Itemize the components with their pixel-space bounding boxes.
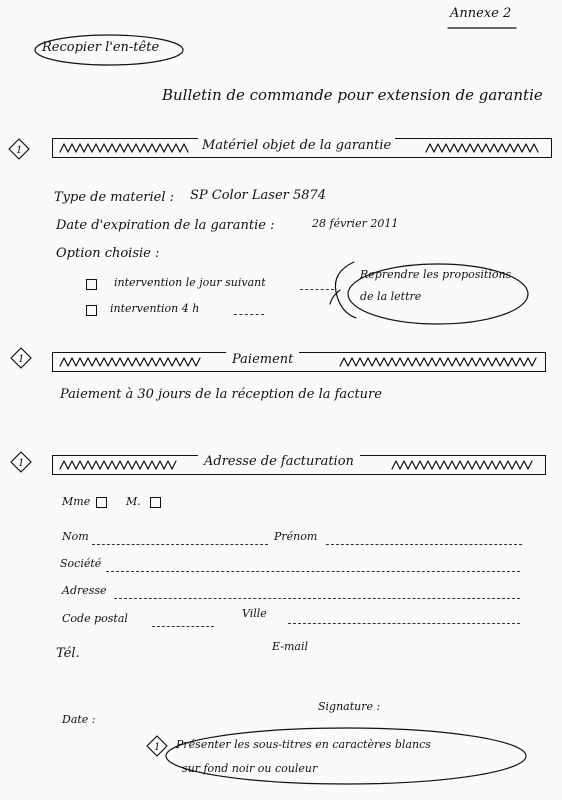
m-label: M.	[126, 495, 141, 508]
adresse-label: Adresse	[62, 584, 107, 597]
date-label: Date :	[62, 713, 96, 726]
societe-label: Société	[60, 557, 102, 570]
options-note-line1: Reprendre les propositions	[360, 268, 512, 281]
page-title: Bulletin de commande pour extension de garantie	[162, 86, 543, 104]
section-title-materiel: Matériel objet de la garantie	[198, 138, 395, 153]
svg-text:1: 1	[154, 742, 161, 753]
svg-text:1: 1	[18, 354, 25, 365]
option-2-label: intervention 4 h	[110, 302, 200, 315]
footer-note-line1: Présenter les sous-titres en caractères blancs	[176, 738, 431, 751]
annex-label: Annexe 2	[450, 6, 512, 21]
paiement-text: Paiement à 30 jours de la réception de la facture	[60, 387, 382, 402]
email-label: E-mail	[272, 640, 308, 653]
type-value: SP Color Laser 5874	[190, 188, 327, 203]
expiry-value: 28 février 2011	[312, 217, 399, 230]
section-title-adresse: Adresse de facturation	[198, 454, 360, 469]
options-note-line2: de la lettre	[360, 290, 422, 303]
type-label: Type de materiel :	[54, 190, 175, 205]
nom-label: Nom	[62, 530, 89, 543]
prenom-label: Prénom	[274, 530, 318, 543]
svg-text:1: 1	[16, 145, 23, 156]
signature-label: Signature :	[318, 700, 381, 713]
section-badge	[144, 734, 170, 758]
header-note: Recopier l'en-tête	[42, 40, 160, 55]
option-label: Option choisie :	[56, 246, 160, 261]
mme-label: Mme	[62, 495, 91, 508]
code-postal-label: Code postal	[62, 612, 128, 625]
tel-label: Tél.	[56, 646, 80, 661]
svg-text:1: 1	[18, 458, 25, 469]
section-title-paiement: Paiement	[226, 352, 299, 367]
option-1-label: intervention le jour suivant	[114, 276, 266, 289]
ville-label: Ville	[242, 607, 267, 620]
footer-note-line2: sur fond noir ou couleur	[182, 762, 318, 775]
expiry-label: Date d'expiration de la garantie :	[56, 218, 275, 233]
